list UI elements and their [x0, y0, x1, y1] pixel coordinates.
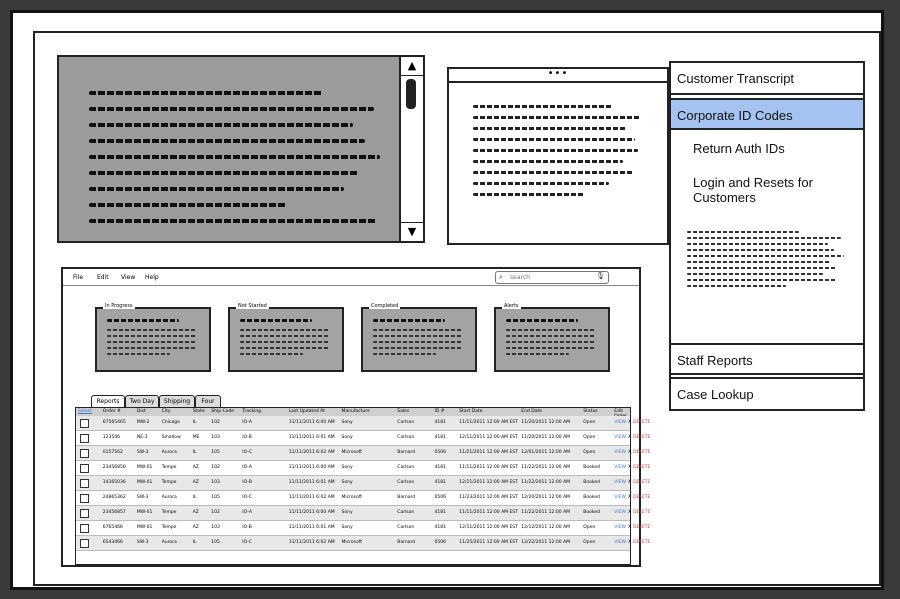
accordion-panel [669, 61, 865, 411]
view-link[interactable]: VIEW [614, 420, 626, 425]
table-cell: 4181 [434, 510, 446, 515]
edit-order-actions [614, 420, 650, 425]
table-cell: Barnard [397, 540, 416, 545]
scroll-thumb[interactable] [406, 79, 416, 109]
dashboard-window [61, 267, 651, 567]
edit-order-actions [614, 525, 650, 530]
column-header[interactable]: Select [78, 409, 92, 414]
action-separator: X [628, 465, 632, 470]
menu-file[interactable]: File [73, 274, 84, 281]
accordion-item-return-auth[interactable]: Return Auth IDs [693, 141, 785, 156]
scrollable-text-area[interactable] [57, 55, 425, 243]
table-cell: IO-C [242, 450, 253, 455]
table-cell: SW-3 [136, 450, 149, 455]
table-cell: 105 [211, 450, 220, 455]
table-cell: 11/22/2011 12:00 AM [521, 480, 571, 485]
table-cell: Aurora [161, 450, 177, 455]
table-cell: 12/12/2011 12:00 AM [521, 525, 571, 530]
table-cell: Carlson [397, 480, 415, 485]
action-separator: X [628, 510, 632, 515]
table-cell: IO-C [242, 495, 253, 500]
table-cell: 11/11/2011 6:01 AM [288, 480, 335, 485]
table-cell: 102 [211, 465, 220, 470]
action-separator: X [628, 420, 632, 425]
view-link[interactable]: VIEW [614, 540, 626, 545]
table-cell: ME [192, 435, 200, 440]
table-cell: 103 [211, 525, 220, 530]
table-cell: IO-A [242, 510, 252, 515]
view-link[interactable]: VIEW [614, 525, 626, 530]
table-cell: Barnard [397, 450, 416, 455]
table-cell: MW-01 [136, 525, 153, 530]
table-cell: SW-3 [136, 540, 149, 545]
table-cell: Open [583, 450, 596, 455]
edit-order-actions [614, 540, 650, 545]
table-cell: 12/11/2011 12:00 AM EST [459, 480, 518, 485]
column-header[interactable]: End Date [521, 409, 543, 414]
table-cell: Booked [583, 510, 600, 515]
menu-bar [63, 269, 639, 286]
table-cell: Smallow [161, 435, 181, 440]
table-cell: 11/23/2011 12:00 AM EST [459, 495, 518, 500]
table-cell: IL [192, 495, 197, 500]
browser-window [447, 67, 669, 245]
table-cell: Tempe [161, 465, 177, 470]
column-header[interactable]: Sales [397, 409, 410, 414]
action-separator: X [628, 540, 632, 545]
card-in-progress[interactable] [95, 303, 211, 372]
row-checkbox[interactable] [80, 449, 89, 458]
table-cell: IO-A [242, 465, 252, 470]
table-cell: 0157562 [102, 450, 123, 455]
table-cell: Open [583, 525, 596, 530]
search-placeholder: search [510, 274, 530, 281]
table-cell: Open [583, 540, 596, 545]
table-cell: 23456850 [102, 465, 126, 470]
delete-link[interactable]: DELETE [633, 540, 651, 545]
table-cell: 11/11/2011 6:00 AM [288, 465, 335, 470]
placeholder-text [89, 91, 389, 235]
action-separator: X [628, 495, 632, 500]
row-checkbox[interactable] [80, 479, 89, 488]
table-cell: Carlson [397, 420, 415, 425]
search-icon: ⌕ [499, 273, 503, 281]
table-cell: Sony [341, 420, 353, 425]
card-completed[interactable] [361, 303, 477, 372]
table-cell: 11/11/2011 6:01 AM [288, 525, 335, 530]
table-cell: Open [583, 435, 596, 440]
accordion-customer-transcript[interactable]: Customer Transcript [671, 63, 863, 95]
table-cell: IO-B [242, 435, 252, 440]
card-not-started[interactable] [228, 303, 344, 372]
table-cell: Carlson [397, 525, 415, 530]
table-cell: Booked [583, 495, 600, 500]
table-cell: 105 [211, 540, 220, 545]
table-cell: IO-B [242, 525, 252, 530]
column-header[interactable]: Tracking [242, 409, 262, 414]
edit-order-actions [614, 435, 650, 440]
delete-link[interactable]: DELETE [633, 435, 651, 440]
table-cell: 4181 [434, 465, 446, 470]
table-cell: Carlson [397, 465, 415, 470]
table-cell: Barnard [397, 495, 416, 500]
table-cell: 11/11/2011 12:00 AM EST [459, 510, 518, 515]
window-placeholder-text [473, 105, 643, 204]
column-header[interactable]: Order # [102, 409, 121, 414]
view-link[interactable]: VIEW [614, 495, 626, 500]
table-cell: Microsoft [341, 495, 362, 500]
table-row[interactable] [76, 491, 651, 506]
action-separator: X [628, 480, 632, 485]
table-cell: Sony [341, 480, 353, 485]
row-checkbox[interactable] [80, 539, 89, 548]
table-cell: SW-3 [136, 495, 149, 500]
table-cell: Carlson [397, 510, 415, 515]
table-cell: 67565465 [102, 420, 126, 425]
tab-reports[interactable]: Reports [91, 395, 125, 408]
table-cell: MW-01 [136, 510, 153, 515]
view-link[interactable]: VIEW [614, 450, 626, 455]
microphone-icon[interactable]: 🎙 [596, 272, 605, 280]
action-separator: X [628, 450, 632, 455]
tab-two-day[interactable]: Two Day [125, 395, 159, 408]
table-cell: Sony [341, 435, 353, 440]
table-cell: AZ [192, 525, 199, 530]
table-row[interactable] [76, 446, 651, 461]
table-cell: AZ [192, 480, 199, 485]
view-link[interactable]: VIEW [614, 465, 626, 470]
table-cell: 11/21/2011 12:00 AM EST [459, 450, 518, 455]
table-cell: 105 [211, 495, 220, 500]
table-cell: Aurora [161, 495, 177, 500]
edit-order-actions [614, 495, 650, 500]
column-header[interactable]: Last Updated At [288, 409, 325, 414]
menu-view[interactable]: View [121, 274, 136, 281]
table-cell: 24865362 [102, 495, 126, 500]
table-cell: 4181 [434, 480, 446, 485]
table-cell: Aurora [161, 540, 177, 545]
menu-help[interactable]: Help [145, 274, 159, 281]
table-row[interactable] [76, 461, 651, 476]
accordion-placeholder-text [687, 231, 847, 291]
table-row[interactable] [76, 536, 651, 551]
table-cell: Tempe [161, 480, 177, 485]
table-cell: 6765466 [102, 525, 123, 530]
table-cell: Booked [583, 465, 600, 470]
scroll-down-icon[interactable]: ▼ [401, 222, 423, 241]
wireframe-canvas [33, 31, 881, 586]
table-cell: 11/11/2011 6:02 AM [288, 540, 335, 545]
table-cell: 11/11/2011 6:01 AM [288, 435, 335, 440]
action-separator: X [628, 435, 632, 440]
table-cell: 14365036 [102, 480, 126, 485]
card-label: In Progress [105, 303, 133, 309]
table-cell: Sony [341, 525, 353, 530]
table-cell: IO-B [242, 480, 252, 485]
tab-shipping[interactable]: Shipping [159, 395, 195, 408]
table-cell: 11/22/2011 12:00 AM [521, 510, 571, 515]
table-cell: MW-01 [136, 465, 153, 470]
edit-order-actions [614, 510, 650, 515]
column-header[interactable]: Dist [136, 409, 146, 414]
accordion-item-login-resets[interactable]: Login and Resets for Customers [693, 175, 813, 205]
table-cell: 0506 [434, 450, 446, 455]
table-cell: 102 [211, 420, 220, 425]
accordion-corporate-id-codes[interactable]: Corporate ID Codes [671, 98, 863, 130]
table-row[interactable] [76, 416, 651, 431]
scroll-up-icon[interactable]: ▲ [401, 57, 423, 76]
table-cell: 11/22/2011 12:00 AM [521, 465, 571, 470]
table-cell: Sony [341, 510, 353, 515]
table-cell: 11/11/2011 6:02 AM [288, 495, 335, 500]
row-checkbox[interactable] [80, 464, 89, 473]
row-checkbox[interactable] [80, 494, 89, 503]
column-header[interactable]: City [161, 409, 171, 414]
delete-link[interactable]: DELETE [633, 480, 651, 485]
device-bezel [10, 10, 884, 590]
table-cell: 11/20/2011 12:00 AM [521, 420, 571, 425]
table-cell: 103 [211, 480, 220, 485]
table-cell: 11/11/2011 12:00 AM EST [459, 465, 518, 470]
edit-order-actions [614, 465, 650, 470]
table-cell: NE-3 [136, 435, 148, 440]
tab-four[interactable]: Four [195, 395, 221, 408]
table-cell: IL [192, 540, 197, 545]
window-titlebar: ••• [449, 69, 667, 83]
table-cell: Microsoft [341, 540, 362, 545]
table-cell: Tempe [161, 525, 177, 530]
table-cell: Carlson [397, 435, 415, 440]
table-cell: 11/25/2011 12:00 AM EST [459, 540, 518, 545]
delete-link[interactable]: DELETE [633, 450, 651, 455]
table-cell: 0506 [434, 495, 446, 500]
accordion-staff-reports[interactable]: Staff Reports [671, 343, 863, 375]
column-header[interactable]: State [192, 409, 205, 414]
menu-edit[interactable]: Edit [97, 274, 109, 281]
table-cell: 6543466 [102, 540, 123, 545]
table-cell: 11/11/2011 6:02 AM [288, 450, 335, 455]
card-label: Completed [371, 303, 399, 309]
table-row[interactable] [76, 521, 651, 536]
table-cell: 11/11/2011 12:00 AM EST [459, 420, 518, 425]
delete-link[interactable]: DELETE [633, 495, 651, 500]
view-link[interactable]: VIEW [614, 480, 626, 485]
table-cell: MW-01 [136, 480, 153, 485]
table-cell: Booked [583, 480, 600, 485]
table-cell: Open [583, 420, 596, 425]
column-header[interactable]: Edit [614, 409, 624, 414]
column-header[interactable]: Manufacture [341, 409, 370, 414]
view-link[interactable]: VIEW [614, 435, 626, 440]
accordion-case-lookup[interactable]: Case Lookup [671, 377, 863, 409]
table-cell: 12/11/2011 12:00 AM EST [459, 525, 518, 530]
table-cell: 4181 [434, 525, 446, 530]
search-input[interactable] [495, 271, 609, 284]
table-cell: 4181 [434, 435, 446, 440]
row-checkbox[interactable] [80, 419, 89, 428]
edit-order-actions [614, 480, 650, 485]
table-cell: IO-A [242, 420, 252, 425]
table-cell: 11/11/2011 6:00 AM [288, 420, 335, 425]
table-cell: AZ [192, 465, 199, 470]
view-link[interactable]: VIEW [614, 510, 626, 515]
table-cell: IO-C [242, 540, 253, 545]
row-checkbox[interactable] [80, 524, 89, 533]
column-header[interactable]: Ship Code [211, 409, 235, 414]
table-row[interactable] [76, 476, 651, 491]
vertical-scrollbar[interactable] [399, 57, 423, 241]
table-cell: 11/11/2011 6:00 AM [288, 510, 335, 515]
table-cell: 12/22/2011 12:00 AM [521, 540, 571, 545]
table-cell: Sony [341, 465, 353, 470]
table-cell: Chicago [161, 420, 180, 425]
card-alerts[interactable] [494, 303, 610, 372]
column-header[interactable]: Start Date [459, 409, 483, 414]
edit-order-actions [614, 450, 650, 455]
column-header[interactable]: Status [583, 409, 598, 414]
table-cell: AZ [192, 510, 199, 515]
table-cell: Tempe [161, 510, 177, 515]
delete-link[interactable]: DELETE [633, 525, 651, 530]
column-header[interactable]: ID # [434, 409, 445, 414]
row-checkbox[interactable] [80, 509, 89, 518]
action-separator: X [628, 525, 632, 530]
table-cell: 103 [211, 435, 220, 440]
table-cell: 4181 [434, 420, 446, 425]
table-row[interactable] [76, 431, 651, 446]
orders-table [75, 407, 651, 565]
table-cell: 11/20/2011 12:00 AM [521, 435, 571, 440]
table-cell: 102 [211, 510, 220, 515]
table-cell: 0506 [434, 540, 446, 545]
table-cell: MW-2 [136, 420, 150, 425]
card-label: Alerts [504, 303, 519, 309]
delete-link[interactable]: DELETE [633, 465, 651, 470]
table-cell: Microsoft [341, 450, 362, 455]
table-cell: IL [192, 420, 197, 425]
delete-link[interactable]: DELETE [633, 510, 651, 515]
table-row[interactable] [76, 506, 651, 521]
row-checkbox[interactable] [80, 434, 89, 443]
table-cell: 12/11/2011 12:00 AM EST [459, 435, 518, 440]
table-cell: 23456857 [102, 510, 126, 515]
table-cell: 12/01/2011 12:00 AM [521, 450, 571, 455]
table-cell: 123546 [102, 435, 120, 440]
card-label: Not Started [238, 303, 267, 309]
delete-link[interactable]: DELETE [633, 420, 651, 425]
table-cell: IL [192, 450, 197, 455]
table-cell: 12/20/2011 12:00 AM [521, 495, 571, 500]
